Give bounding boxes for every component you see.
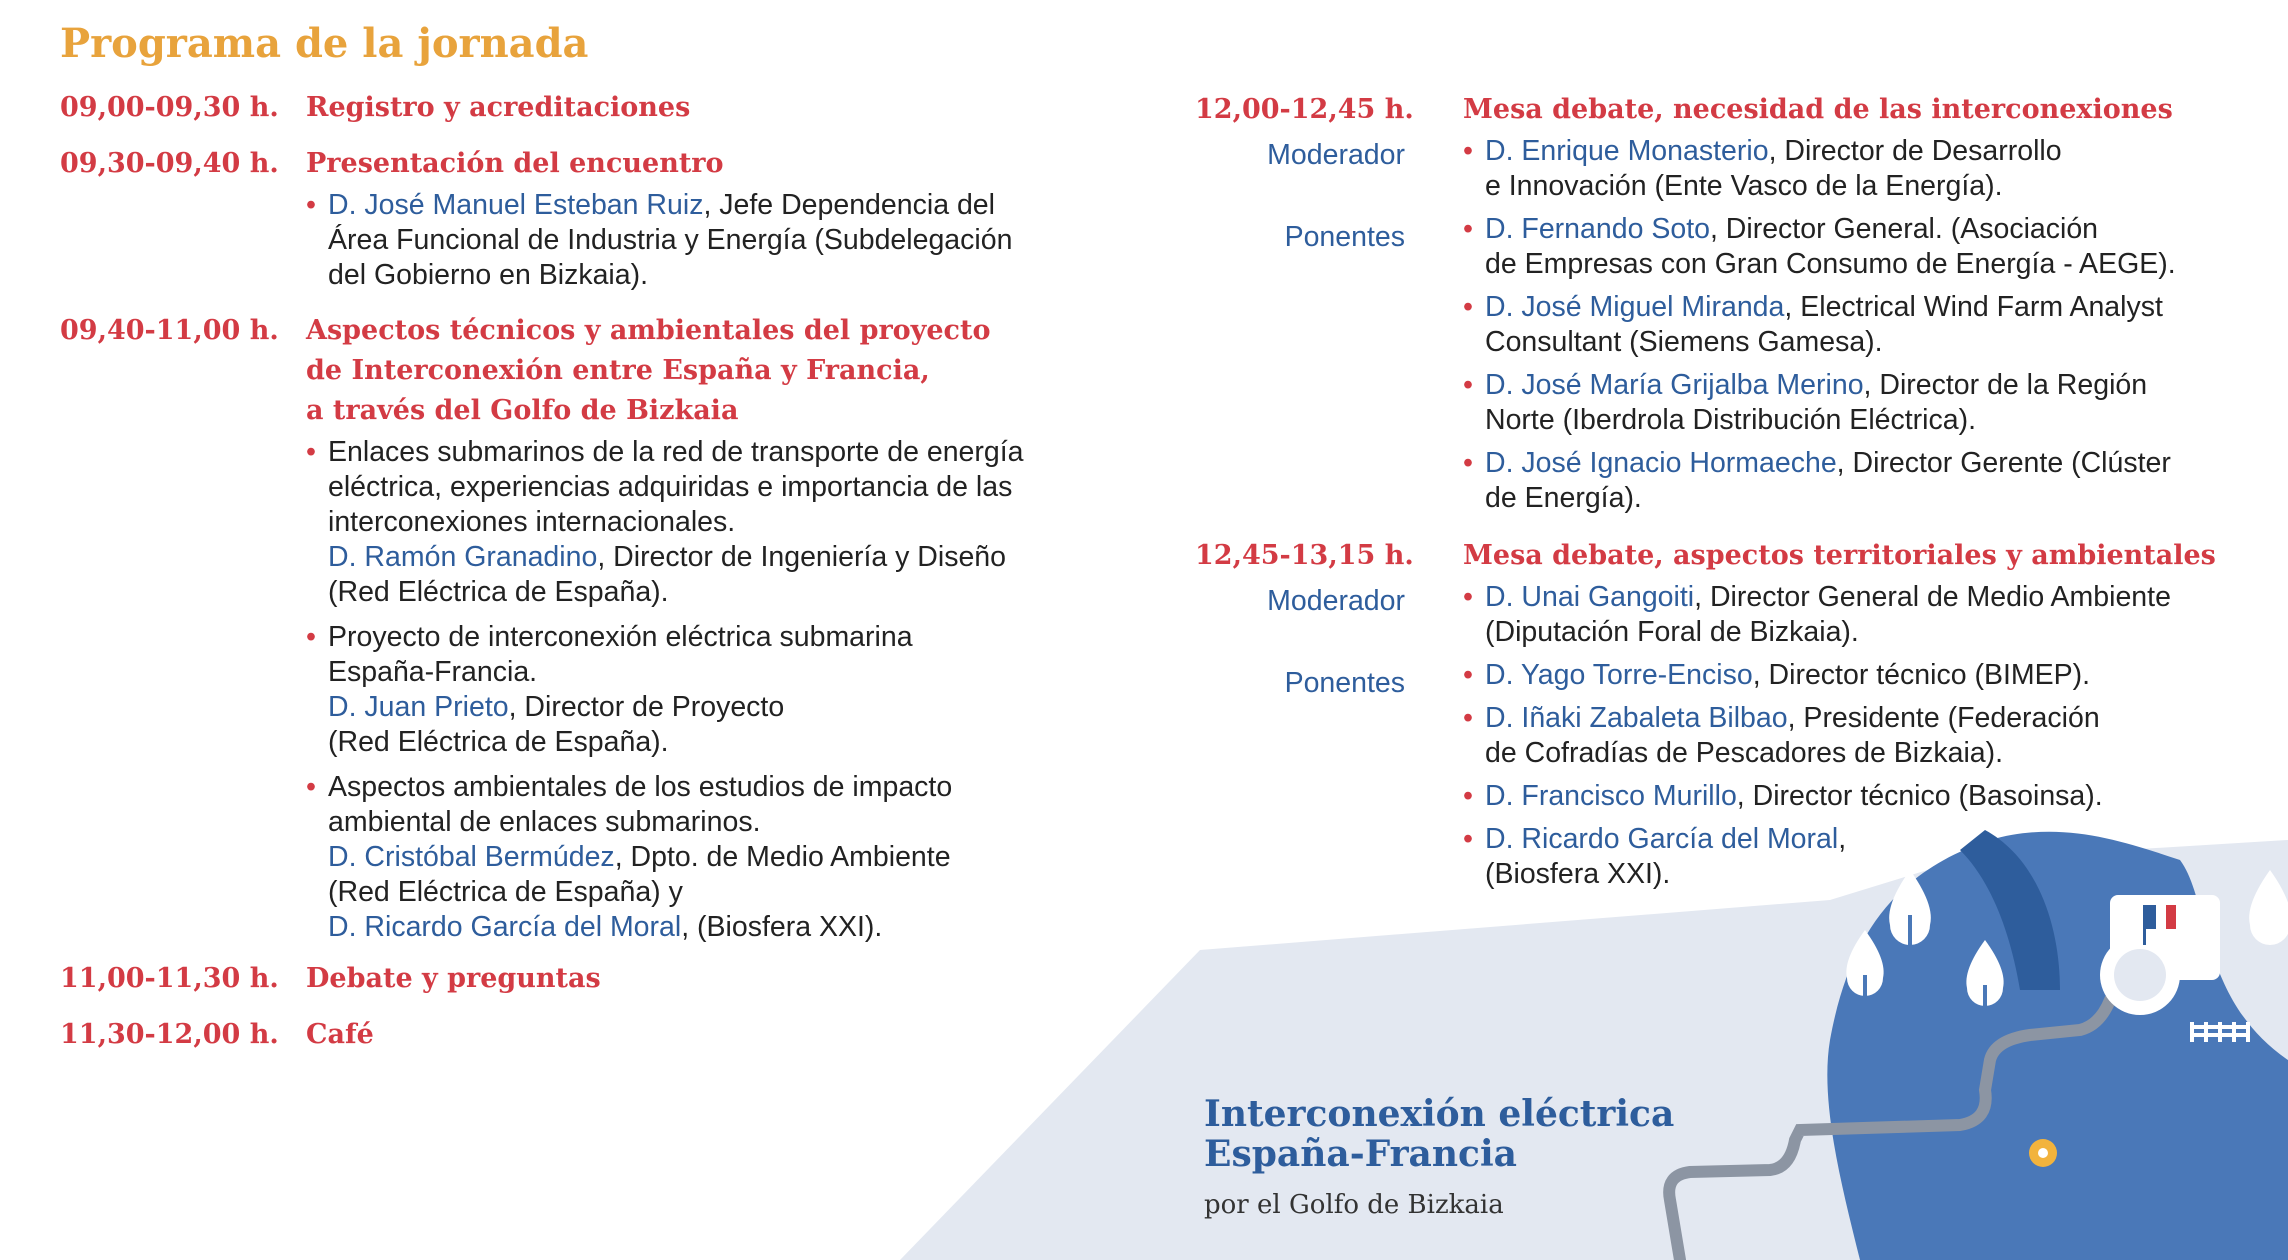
role-group	[1195, 658, 2275, 892]
time-slot: 11,00-11,30 h.	[60, 963, 279, 994]
bullet-item: • Proyecto de interconexión eléctrica submarina España-Francia. D. Juan Prieto, Director de Proyecto (Red Eléctrica de España).	[306, 620, 1140, 760]
bullet-item: • D. Enrique Monasterio, Director de Desarrollo e Innovación (Ente Vasco de la Energía).	[1463, 134, 2275, 204]
schedule-item	[1195, 90, 2275, 130]
session-bullets	[306, 188, 1140, 293]
role-group	[1195, 212, 2275, 516]
left-column	[60, 88, 1140, 1055]
bullet-item: • D. Fernando Soto, Director General. (Asociación de Empresas con Gran Consumo de Energía - AEGE).	[1463, 212, 2275, 282]
bullet-item: • D. Iñaki Zabaleta Bilbao, Presidente (Federación de Cofradías de Pescadores de Bizkaia).	[1463, 701, 2275, 771]
time-slot: 09,30-09,40 h.	[60, 148, 279, 179]
bullet-item: • Enlaces submarinos de la red de transporte de energía eléctrica, experiencias adquiridas e importancia de las interconexiones internacionales. D. Ramón Granadino, Director de Ingeniería y Diseño (Red Eléctrica de España).	[306, 435, 1140, 610]
session-bullets	[306, 435, 1140, 945]
page-title: Programa de la jornada	[60, 20, 589, 67]
role-group	[1195, 580, 2275, 650]
tagline-subtitle: por el Golfo de Bizkaia	[1204, 1190, 1504, 1220]
role-label: Ponentes	[1284, 667, 1405, 699]
speaker-name: D. Enrique Monasterio	[1485, 135, 1769, 167]
bullet-item: • D. Yago Torre-Enciso, Director técnico (BIMEP).	[1463, 658, 2275, 693]
bullet-item: • D. José Miguel Miranda, Electrical Wind Farm Analyst Consultant (Siemens Gamesa).	[1463, 290, 2275, 360]
role-label: Ponentes	[1284, 221, 1405, 253]
time-slot: 12,00-12,45 h.	[1195, 94, 1414, 125]
speaker-name: D. Cristóbal Bermúdez	[328, 841, 615, 873]
speaker-name: D. Ricardo García del Moral	[328, 911, 682, 943]
speaker-name: D. Ricardo García del Moral	[1485, 823, 1839, 855]
session-title: Mesa debate, necesidad de las interconexiones	[1463, 94, 2173, 125]
bullet-item: • D. José Ignacio Hormaeche, Director Gerente (Clúster de Energía).	[1463, 446, 2275, 516]
session-title: Presentación del encuentro	[306, 148, 724, 179]
speaker-role: del Gobierno en Bizkaia).	[328, 259, 649, 291]
speaker-name: D. Fernando Soto	[1485, 213, 1710, 245]
role-label: Moderador	[1267, 585, 1405, 617]
bullet-item: • D. José María Grijalba Merino, Director de la Región Norte (Iberdrola Distribución Eléctrica).	[1463, 368, 2275, 438]
time-slot: 09,40-11,00 h.	[60, 315, 279, 346]
speaker-name: D. Juan Prieto	[328, 691, 509, 723]
session-title: Café	[306, 1019, 374, 1050]
speaker-name: D. Yago Torre-Enciso	[1485, 659, 1753, 691]
speaker-role: Área Funcional de Industria y Energía (Subdelegación	[328, 224, 1013, 256]
session-title: Mesa debate, aspectos territoriales y ambientales	[1463, 540, 2216, 571]
speaker-name: D. Francisco Murillo	[1485, 780, 1737, 812]
speaker-name: D. José María Grijalba Merino	[1485, 369, 1864, 401]
right-column	[1195, 90, 2275, 892]
bullet-item: • D. Ricardo García del Moral, (Biosfera XXI).	[1463, 822, 2275, 892]
time-slot: 09,00-09,30 h.	[60, 92, 279, 123]
speaker-name: D. José Ignacio Hormaeche	[1485, 447, 1837, 479]
time-slot: 11,30-12,00 h.	[60, 1019, 279, 1050]
schedule-item	[60, 959, 1140, 999]
speaker-name: D. José Miguel Miranda	[1485, 291, 1785, 323]
schedule-item	[60, 144, 1140, 184]
schedule-item	[60, 311, 1140, 431]
bullet-item: • Aspectos ambientales de los estudios de impacto ambiental de enlaces submarinos. D. Cristóbal Bermúdez, Dpto. de Medio Ambiente (Red Eléctrica de España) y D. Ricardo García del Moral, (Biosfera XXI).	[306, 770, 1140, 945]
bullet-item	[306, 188, 1140, 293]
bullet-item: • D. Francisco Murillo, Director técnico (Basoinsa).	[1463, 779, 2275, 814]
session-title: Aspectos técnicos y ambientales del proyecto de Interconexión entre España y Francia, a través del Golfo de Bizkaia	[306, 315, 991, 426]
speaker-role: , Jefe Dependencia del	[703, 189, 995, 221]
session-title: Debate y preguntas	[306, 963, 601, 994]
tagline-title: Interconexión eléctrica España-Francia	[1204, 1093, 1675, 1175]
schedule-item	[60, 1015, 1140, 1055]
bullet-item: • D. Unai Gangoiti, Director General de Medio Ambiente (Diputación Foral de Bizkaia).	[1463, 580, 2275, 650]
time-slot: 12,45-13,15 h.	[1195, 540, 1414, 571]
role-label: Moderador	[1267, 139, 1405, 171]
role-group	[1195, 134, 2275, 204]
speaker-name: D. Ramón Granadino	[328, 541, 598, 573]
session-title: Registro y acreditaciones	[306, 92, 691, 123]
schedule-item	[1195, 536, 2275, 576]
speaker-name: D. Iñaki Zabaleta Bilbao	[1485, 702, 1788, 734]
schedule-item	[60, 88, 1140, 128]
speaker-name: D. Unai Gangoiti	[1485, 581, 1695, 613]
speaker-name: D. José Manuel Esteban Ruiz	[328, 189, 704, 221]
